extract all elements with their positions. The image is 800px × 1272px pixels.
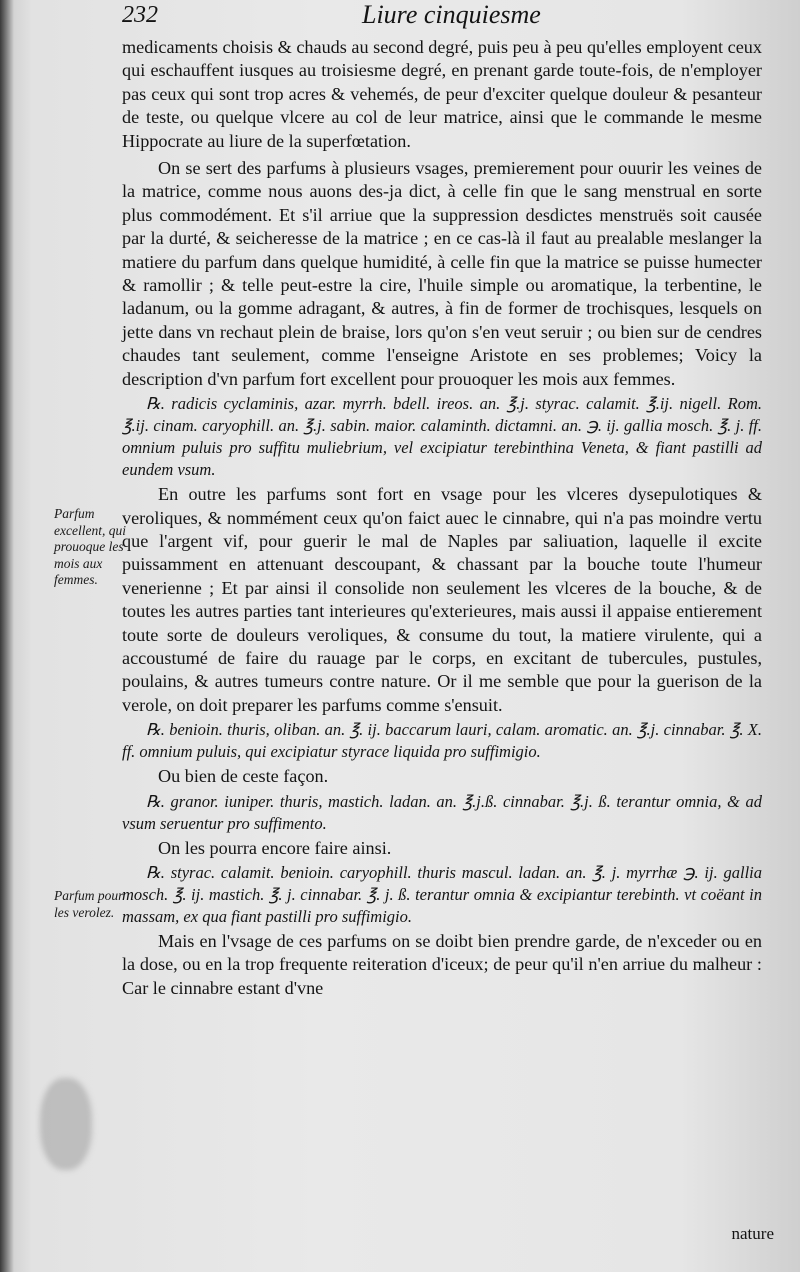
page-header bbox=[118, 0, 760, 34]
paragraph-ou-bien: Ou bien de ceste façon. bbox=[158, 766, 329, 787]
paragraph-parfums-vsages: On se sert des parfums à plusieurs vsages, premierement pour ouurir les veines de la matrice, comme nous auons des-ja dict, à celle fin que le sang menstrual en sorte plus commodément. Et s'il arriue que la suppression desdictes menstruës soit causée par la durté, & seicheresse de la matrice ; en ce cas-là il faut au prealable meslanger la matiere du parfum dans quelque humidité, à celle fin que la matrice se puisse humecter & ramollir ; & telle peut-estre la cire, l'huile simple ou aromatique, la terbentine, le ladanum, ou la gomme adragant, & autres, à fin de former de trochisques, lesquels on jette dans vn rechaut plein de braise, lors qu'on s'en veut seruir ; ou bien sur de cendres chaudes tant seulement, comme l'enseigne Aristote en ses problemes; Voicy la description d'vn parfum fort excellent pour prouoquer les mois aux femmes. bbox=[122, 158, 762, 389]
gutter-shadow bbox=[0, 0, 14, 1272]
recipe-verole-2: ℞. granor. iuniper. thuris, mastich. ladan. an. ℥.j.ß. cinnabar. ℥.j. ß. terantur omnia, & ad vsum seruentur pro suffimento. bbox=[122, 791, 762, 833]
recipe-parfum-excellent: ℞. radicis cyclaminis, azar. myrrh. bdell. ireos. an. ℥.j. styrac. calamit. ℥.ij. nigell. Rom. ℥.ij. cinam. caryophill. an. ℥.j. sabin. maior. calaminth. dictamni. an. ℈. ij. gallia mosch. ℥. j. ff. omnium puluis pro suffitu muliebrium, vel excipiatur terebinthina Veneta, & fiant pastilli ad eundem vsum. bbox=[122, 394, 762, 480]
sidenote-parfum-excellent: Parfum excellent, qui prouoque les mois aux femmes. bbox=[54, 506, 126, 587]
paragraph-mais: Mais en l'vsage de ces parfums on se doibt bien prendre garde, de n'exceder ou en la dose, ou en la trop frequente reiteration d'iceux; de peur qu'il n'en arriue du malheur : Car le cinnabre estant d'vne bbox=[122, 930, 762, 998]
sidenote-parfum-verolez: Parfum pour les verolez. bbox=[54, 888, 124, 920]
catchword: nature bbox=[731, 1224, 774, 1243]
running-title: Liure cinquiesme bbox=[362, 0, 541, 29]
page-number: 232 bbox=[122, 2, 158, 28]
main-text bbox=[122, 36, 762, 1000]
recipe-verole-1: ℞. benioin. thuris, oliban. an. ℥. ij. baccarum lauri, calam. aromatic. an. ℥.j. cinnabar. ℥. X. ff. omnium puluis, qui excipiatur styrace liquida pro suffimigio. bbox=[122, 720, 762, 762]
paper-stain bbox=[40, 1078, 92, 1170]
recipe-verole-3: ℞. styrac. calamit. benioin. caryophill. thuris mascul. ladan. an. ℥. j. myrrhæ ℈. ij. gallia mosch. ℥. ij. mastich. ℥. j. cinnabar. ℥. j. ß. terantur omnia & excipiantur terebinth. vt coëant in massam, ex qua fiant pastilli pro suffimigio. bbox=[122, 862, 762, 926]
paragraph-continuation: medicaments choisis & chauds au second degré, puis peu à peu qu'elles employent ceux qui eschauffent iusques au troisiesme degré, en prenant garde toute-fois, de n'employer pas ceux qui sont trop acres & vehemés, de peur d'exciter quelque douleur & pesanteur de teste, ou quelque vlcere au col de leur matrice, ainsi que le commande le mesme Hippocrate au liure de la superfœtation. bbox=[122, 37, 762, 151]
paragraph-cinnabre: En outre les parfums sont fort en vsage pour les vlceres dysepulotiques & veroliques, & nommément ceux qu'on faict auec le cinnabre, qui n'a pas moindre vertu que l'argent vif, pour guerir le mal de Naples par saliuation, laquelle il excite puissamment en attenuant descoupant, & chassant par la bouche toute l'humeur venerienne ; Et par ainsi il consolide non seulement les vlceres de la bouche, & de toutes les autres parties tant interieures qu'exterieures, mais aussi il appaise entierement toute sorte de douleurs veroliques, & consume du tout, la matiere virulente, qui a accoustumé de faire du rauage par le corps, en excitant de tubercules, pustules, poulains, & autres tumeurs contre nature. Or il me semble que pour la guerison de la verole, on doit preparer les parfums comme s'ensuit. bbox=[122, 484, 762, 715]
paragraph-encore: On les pourra encore faire ainsi. bbox=[158, 837, 392, 858]
